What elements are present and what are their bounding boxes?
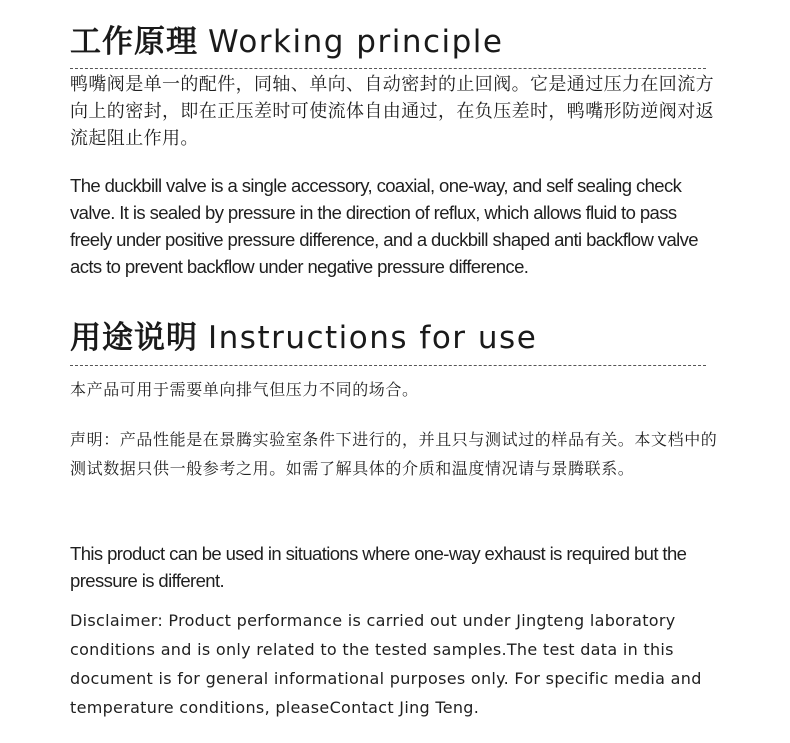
disclaimer-en-paragraph: Disclaimer: Product performance is carried out under Jingteng laboratory conditions and is only related to the tested samples.The test data in this document is for general informational purposes only. For specific media and temperature conditions, pleaseContact Jing Teng. — [70, 611, 702, 717]
section-divider — [70, 68, 706, 69]
section-title-zh: 用途说明 — [70, 320, 198, 356]
usage-en-paragraph: This product can be used in situations where one-way exhaust is required but the pressure is different. — [70, 543, 687, 591]
usage-zh-paragraph: 本产品可用于需要单向排气但压力不同的场合。 — [70, 380, 419, 399]
section-title-working-principle — [70, 22, 504, 62]
working-principle-en-paragraph: The duckbill valve is a single accessory, coaxial, one-way, and self sealing check valve. It is sealed by pressure in the direction of reflux, which allows fluid to pass freely under positive pressure difference, and a duckbill shaped anti backflow valve acts to prevent backflow under negative pressure difference. — [70, 175, 698, 277]
section-title-instructions — [70, 318, 537, 358]
working-principle-zh-paragraph: 鸭嘴阀是单一的配件，同轴、单向、自动密封的止回阀。它是通过压力在回流方向上的密封，即在正压差时可使流体自由通过，在负压差时，鸭嘴形防逆阀对返流起阻止作用。 — [70, 74, 714, 149]
section-divider — [70, 365, 706, 366]
section-title-zh: 工作原理 — [70, 24, 198, 60]
disclaimer-zh-paragraph: 声明：产品性能是在景腾实验室条件下进行的，并且只与测试过的样品有关。本文档中的测试数据只供一般参考之用。如需了解具体的介质和温度情况请与景腾联系。 — [70, 430, 718, 478]
section-title-en: Instructions for use — [208, 320, 538, 356]
section-title-en: Working principle — [208, 24, 504, 60]
